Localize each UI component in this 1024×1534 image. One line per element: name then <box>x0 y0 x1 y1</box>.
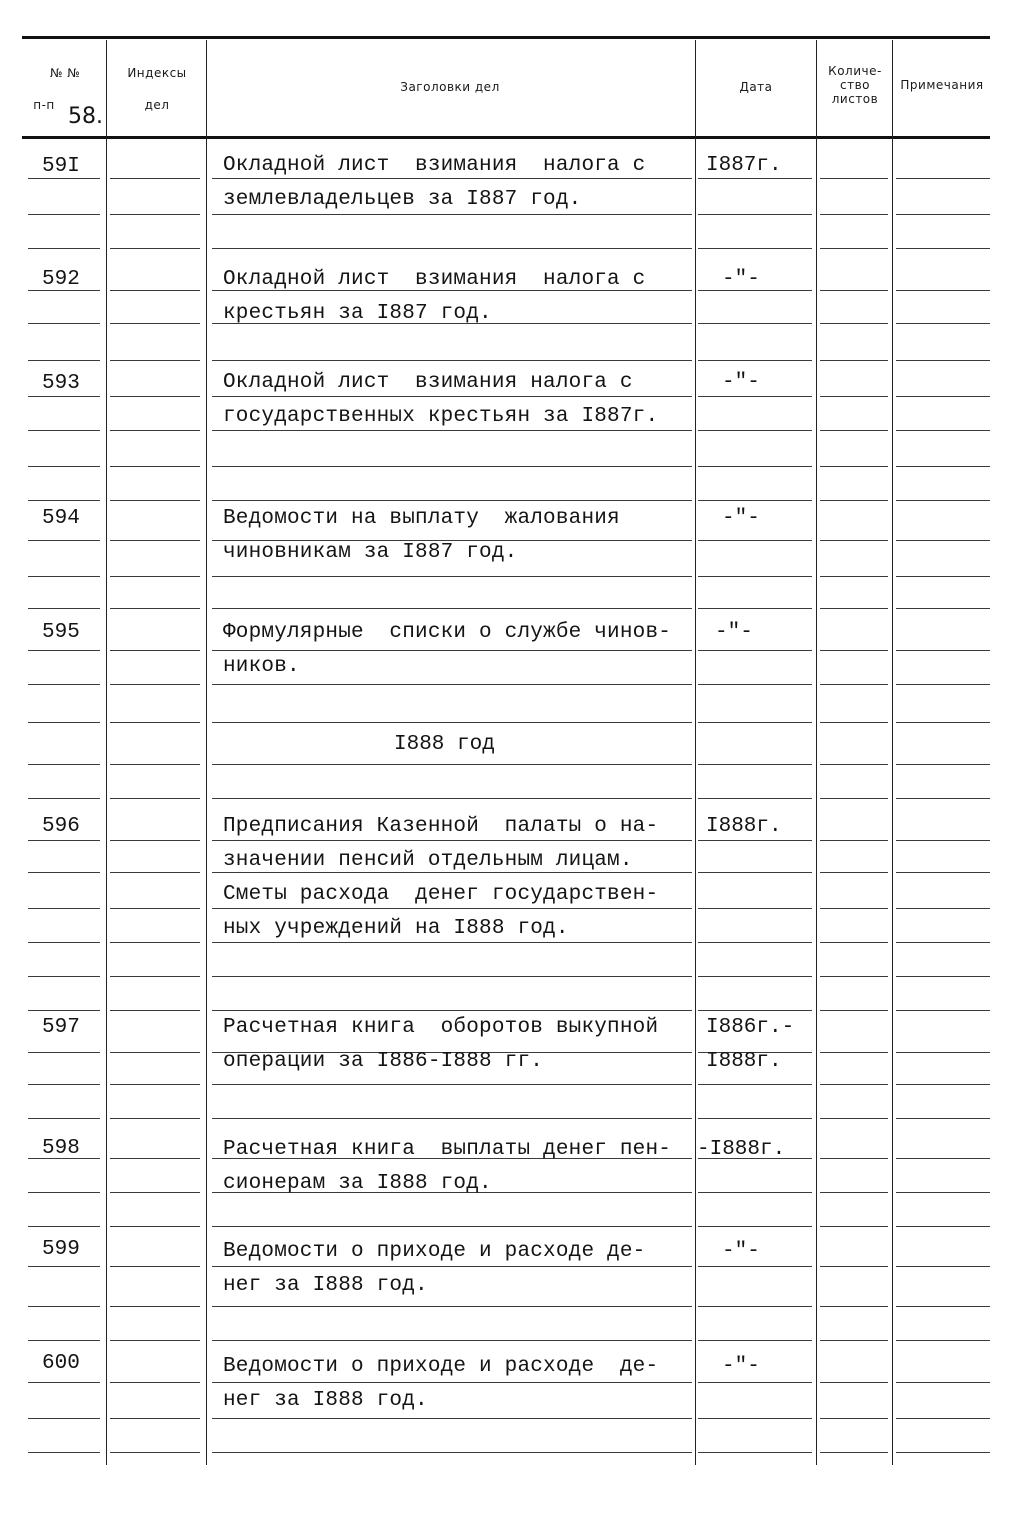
ruled-line <box>820 1192 888 1193</box>
ruled-line <box>896 942 990 943</box>
ruled-line <box>212 576 692 577</box>
ruled-line <box>820 942 888 943</box>
record-title: Окладной лист взимания налога с крестьян за I887 год. <box>223 268 646 325</box>
record-number: 59I <box>42 155 80 178</box>
ruled-line <box>110 1382 200 1383</box>
ruled-line <box>110 1226 200 1227</box>
ruled-line <box>896 1084 990 1085</box>
ruled-line <box>698 684 812 685</box>
ruled-line <box>212 1452 692 1453</box>
record-date: -"- <box>722 371 760 394</box>
ruled-line <box>896 1052 990 1053</box>
record-number: 592 <box>42 268 80 291</box>
ruled-line <box>110 840 200 841</box>
ruled-line <box>896 360 990 361</box>
ruled-line <box>698 1452 812 1453</box>
record-date: -"- <box>722 1355 760 1378</box>
ruled-line <box>110 360 200 361</box>
record-title: Ведомости на выплату жалования чиновникам за I887 год. <box>223 507 620 564</box>
ruled-line <box>212 976 692 977</box>
ruled-line <box>110 323 200 324</box>
ruled-line <box>820 764 888 765</box>
ruled-line <box>896 840 990 841</box>
ruled-line <box>212 360 692 361</box>
ruled-line <box>820 722 888 723</box>
ruled-line <box>28 908 100 909</box>
ruled-line <box>28 576 100 577</box>
ruled-line <box>28 248 100 249</box>
ruled-line <box>896 1226 990 1227</box>
column-divider-index <box>106 40 107 1465</box>
record-date: I887г. <box>706 154 782 177</box>
ruled-line <box>820 1084 888 1085</box>
record-number: 600 <box>42 1352 80 1375</box>
record-title: Окладной лист взимания налога с государственных крестьян за I887г. <box>223 371 659 428</box>
column-divider-title <box>206 40 207 1465</box>
ruled-line <box>212 1118 692 1119</box>
ruled-line <box>896 1158 990 1159</box>
ruled-line <box>110 764 200 765</box>
ruled-line <box>110 798 200 799</box>
ruled-line <box>896 1340 990 1341</box>
ruled-line <box>28 650 100 651</box>
ruled-line <box>698 248 812 249</box>
ruled-line <box>698 1192 812 1193</box>
record-date: -"- <box>715 621 753 644</box>
record-number: 593 <box>42 372 80 395</box>
ruled-line <box>212 466 692 467</box>
ruled-line <box>896 764 990 765</box>
record-number: 596 <box>42 815 80 838</box>
ruled-line <box>110 430 200 431</box>
ruled-line <box>28 1340 100 1341</box>
ruled-line <box>110 1118 200 1119</box>
record-number: 598 <box>42 1137 80 1160</box>
ruled-line <box>698 466 812 467</box>
ruled-line <box>28 872 100 873</box>
record-date: -I888г. <box>697 1138 786 1161</box>
ruled-line <box>698 214 812 215</box>
ruled-line <box>698 608 812 609</box>
ruled-line <box>28 466 100 467</box>
ruled-line <box>820 290 888 291</box>
ruled-line <box>820 872 888 873</box>
ruled-line <box>28 1118 100 1119</box>
ruled-line <box>212 500 692 501</box>
ruled-line <box>820 248 888 249</box>
ruled-line <box>212 1226 692 1227</box>
ruled-line <box>820 1266 888 1267</box>
ruled-line <box>820 1382 888 1383</box>
ruled-line <box>698 576 812 577</box>
ruled-line <box>28 1266 100 1267</box>
ruled-line <box>896 608 990 609</box>
ruled-line <box>698 500 812 501</box>
ruled-line <box>28 430 100 431</box>
ruled-line <box>698 1340 812 1341</box>
ruled-line <box>820 1418 888 1419</box>
ruled-line <box>698 722 812 723</box>
header-notes-label: Примечания <box>900 78 984 92</box>
ruled-line <box>28 798 100 799</box>
ruled-line <box>820 1010 888 1011</box>
ruled-line <box>110 942 200 943</box>
ruled-line <box>110 500 200 501</box>
ruled-line <box>820 214 888 215</box>
ruled-line <box>698 650 812 651</box>
record-number: 594 <box>42 507 80 530</box>
ruled-line <box>820 1452 888 1453</box>
ruled-line <box>698 323 812 324</box>
ruled-line <box>28 323 100 324</box>
record-title: Ведомости о приходе и расходе де- нег за I888 год. <box>223 1355 659 1412</box>
ruled-line <box>110 178 200 179</box>
ruled-line <box>110 1084 200 1085</box>
header-count-label: Количе- ство листов <box>828 64 882 106</box>
ruled-line <box>28 608 100 609</box>
ruled-line <box>698 1084 812 1085</box>
column-divider-notes <box>892 40 893 1465</box>
ruled-line <box>28 360 100 361</box>
ruled-line <box>698 908 812 909</box>
ruled-line <box>110 1418 200 1419</box>
ruled-line <box>28 942 100 943</box>
ruled-line <box>28 764 100 765</box>
ruled-line <box>698 872 812 873</box>
ruled-line <box>110 540 200 541</box>
ruled-line <box>820 178 888 179</box>
ruled-line <box>896 798 990 799</box>
record-number: 597 <box>42 1016 80 1039</box>
record-title: Формулярные списки о службе чинов- ников. <box>223 621 672 678</box>
record-title: Расчетная книга оборотов выкупной операции за I886-I888 гг. <box>223 1016 659 1073</box>
record-date: I888г. <box>706 815 782 838</box>
ruled-line <box>820 430 888 431</box>
ruled-line <box>698 1118 812 1119</box>
ruled-line <box>28 684 100 685</box>
section-heading: I888 год <box>394 733 495 756</box>
ruled-line <box>28 1382 100 1383</box>
ruled-line <box>28 1084 100 1085</box>
ruled-line <box>820 1340 888 1341</box>
ruled-line <box>698 360 812 361</box>
ruled-line <box>110 1266 200 1267</box>
ruled-line <box>698 798 812 799</box>
ruled-line <box>896 1192 990 1193</box>
ruled-line <box>110 1052 200 1053</box>
ruled-line <box>212 248 692 249</box>
ruled-line <box>28 976 100 977</box>
ruled-line <box>110 1192 200 1193</box>
ruled-line <box>896 323 990 324</box>
ruled-line <box>28 1452 100 1453</box>
ruled-line <box>110 1010 200 1011</box>
ruled-line <box>896 540 990 541</box>
ruled-line <box>212 1084 692 1085</box>
ruled-line <box>820 1306 888 1307</box>
ruled-line <box>896 396 990 397</box>
record-title: Расчетная книга выплаты денег пен- сионерам за I888 год. <box>223 1138 672 1195</box>
header-top-rule <box>22 36 990 39</box>
ruled-line <box>212 722 692 723</box>
ruled-line <box>896 684 990 685</box>
ruled-line <box>820 1158 888 1159</box>
ruled-line <box>896 430 990 431</box>
record-title: Окладной лист взимания налога с землевладельцев за I887 год. <box>223 154 646 211</box>
record-date: -"- <box>722 1240 760 1263</box>
ruled-line <box>896 1266 990 1267</box>
ruled-line <box>212 684 692 685</box>
ruled-line <box>28 1010 100 1011</box>
page-number: 58. <box>68 104 103 129</box>
header-date-label: Дата <box>739 80 773 94</box>
ruled-line <box>110 1340 200 1341</box>
ruled-line <box>820 684 888 685</box>
ruled-line <box>28 1052 100 1053</box>
ruled-line <box>212 1306 692 1307</box>
ruled-line <box>896 1418 990 1419</box>
ruled-line <box>820 540 888 541</box>
ruled-line <box>896 1118 990 1119</box>
header-title-label: Заголовки дел <box>400 80 500 94</box>
ruled-line <box>820 500 888 501</box>
ruled-line <box>820 798 888 799</box>
ruled-line <box>28 540 100 541</box>
ruled-line <box>110 976 200 977</box>
header-number-label: № № <box>49 66 81 80</box>
ruled-line <box>110 1452 200 1453</box>
ruled-line <box>896 872 990 873</box>
ruled-line <box>28 840 100 841</box>
ruled-line <box>820 908 888 909</box>
ruled-line <box>110 722 200 723</box>
ruled-line <box>698 976 812 977</box>
ruled-line <box>212 1418 692 1419</box>
ruled-line <box>28 396 100 397</box>
ruled-line <box>212 764 692 765</box>
ruled-line <box>896 1382 990 1383</box>
ruled-line <box>698 1226 812 1227</box>
ruled-line <box>698 764 812 765</box>
ruled-line <box>110 1306 200 1307</box>
ruled-line <box>820 323 888 324</box>
column-divider-count <box>816 40 817 1465</box>
ruled-line <box>896 178 990 179</box>
ruled-line <box>110 576 200 577</box>
ruled-line <box>896 722 990 723</box>
ruled-line <box>110 684 200 685</box>
ruled-line <box>110 214 200 215</box>
ruled-line <box>698 430 812 431</box>
ruled-line <box>28 500 100 501</box>
ruled-line <box>896 466 990 467</box>
ruled-line <box>820 1118 888 1119</box>
ruled-line <box>110 290 200 291</box>
ruled-line <box>820 360 888 361</box>
ruled-line <box>820 1226 888 1227</box>
ruled-line <box>698 1418 812 1419</box>
ruled-line <box>896 1452 990 1453</box>
ruled-line <box>110 396 200 397</box>
ruled-line <box>698 1306 812 1307</box>
ruled-line <box>110 608 200 609</box>
ruled-line <box>896 908 990 909</box>
ruled-line <box>896 248 990 249</box>
ruled-line <box>896 214 990 215</box>
ruled-line <box>820 976 888 977</box>
ruled-line <box>28 722 100 723</box>
record-title: Предписания Казенной палаты о на- значении пенсий отдельным лицам. Сметы расхода денег государствен- ных учреждений на I888 год. <box>223 815 659 940</box>
ruled-line <box>110 248 200 249</box>
header-number-sub: п-п <box>33 98 55 112</box>
ruled-line <box>28 1192 100 1193</box>
ruled-line <box>896 976 990 977</box>
ruled-line <box>698 540 812 541</box>
record-date: -"- <box>722 268 760 291</box>
ruled-line <box>212 798 692 799</box>
ruled-line <box>820 466 888 467</box>
ruled-line <box>896 500 990 501</box>
record-number: 599 <box>42 1238 80 1261</box>
ruled-line <box>28 214 100 215</box>
record-title: Ведомости о приходе и расходе де- нег за I888 год. <box>223 1240 646 1297</box>
ruled-line <box>28 178 100 179</box>
ruled-line <box>820 840 888 841</box>
ruled-line <box>110 872 200 873</box>
ruled-line <box>896 650 990 651</box>
ruled-line <box>28 1226 100 1227</box>
record-number: 595 <box>42 621 80 644</box>
ruled-line <box>212 608 692 609</box>
ruled-line <box>28 1306 100 1307</box>
ruled-line <box>110 650 200 651</box>
ruled-line <box>110 466 200 467</box>
ruled-line <box>820 608 888 609</box>
ruled-line <box>110 1158 200 1159</box>
ruled-line <box>820 1052 888 1053</box>
ruled-line <box>896 576 990 577</box>
ruled-line <box>28 1418 100 1419</box>
record-date: -"- <box>722 507 760 530</box>
ruled-line <box>896 1306 990 1307</box>
ruled-line <box>110 908 200 909</box>
ruled-line <box>896 1010 990 1011</box>
record-date: I886г.- I888г. <box>706 1016 795 1073</box>
ruled-line <box>820 396 888 397</box>
ruled-line <box>212 1340 692 1341</box>
header-index-label: Индексы дел <box>127 66 187 112</box>
ruled-line <box>820 576 888 577</box>
ruled-line <box>698 942 812 943</box>
ruled-line <box>820 650 888 651</box>
ruled-line <box>896 290 990 291</box>
header-bottom-rule <box>22 136 990 139</box>
